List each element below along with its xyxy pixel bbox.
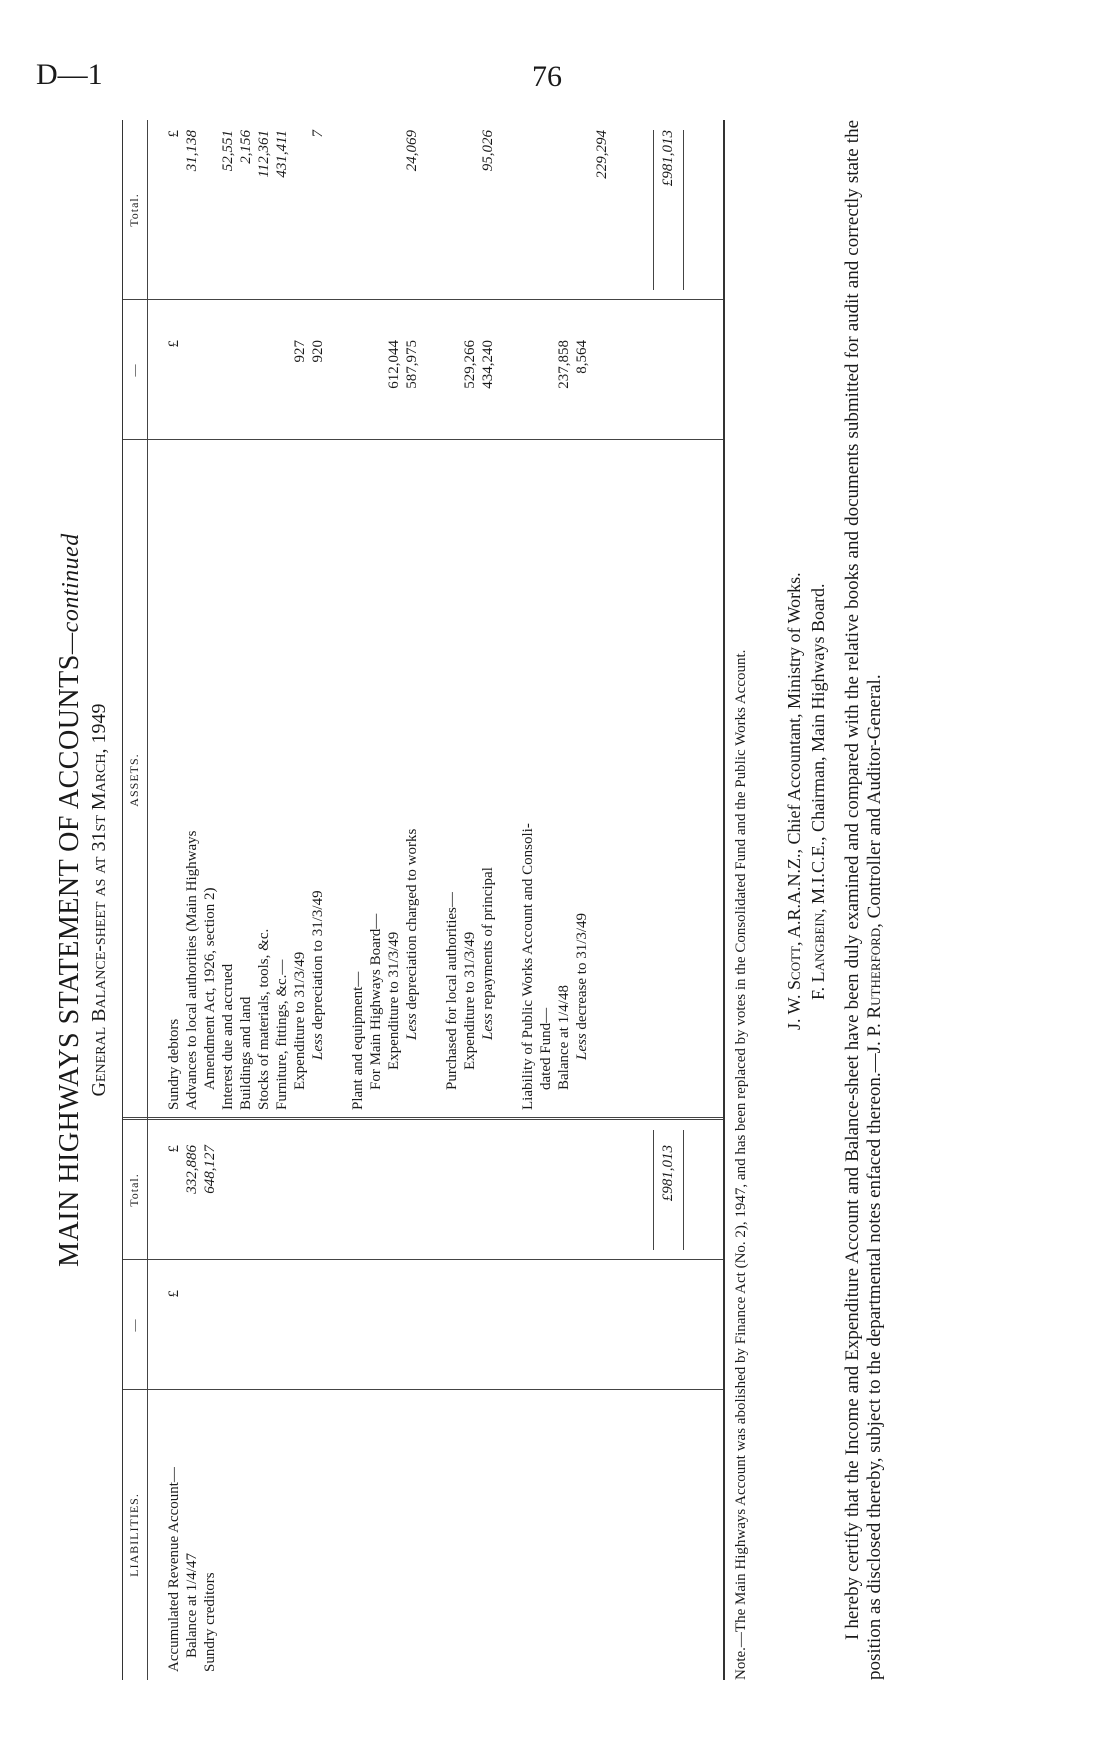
col-divider (123, 1259, 723, 1260)
signature-accountant: J. W. Scott, A.R.A.N.Z., Chief Accountant, Ministry of Works. (784, 572, 804, 1030)
asset-label: Expenditure to 31/3/49 (462, 931, 478, 1070)
asset-total: 95,026 (480, 130, 496, 172)
asset-total: 52,551 (220, 130, 236, 172)
asset-label: Expenditure to 31/3/49 (292, 951, 308, 1090)
currency-symbol: £ (166, 1290, 182, 1298)
page-reference: D—1 (36, 58, 103, 91)
header-rule (147, 120, 148, 1680)
currency-symbol: £ (166, 340, 182, 348)
footnote: Note.—The Main Highways Account was abolished by Finance Act (No. 2), 1947, and has been replaced by votes in the Consolidated Fund and the Public Works Account. (733, 649, 749, 1680)
asset-label: Amendment Act, 1926, section 2) (202, 887, 218, 1090)
asset-subvalue: 529,266 (462, 340, 478, 389)
col-divider (123, 439, 723, 440)
currency-symbol: £ (166, 130, 182, 138)
asset-label: Balance at 1/4/48 (556, 985, 572, 1090)
asset-total: 112,361 (256, 130, 272, 178)
asset-total: 431,411 (274, 130, 290, 178)
dash-header: — (127, 363, 141, 377)
asset-label: Less depreciation charged to works (404, 828, 420, 1040)
asset-label: Plant and equipment— (350, 971, 366, 1110)
page-number: 76 (532, 60, 562, 93)
balance-sheet-table (122, 120, 725, 1680)
asset-label: Less repayments of principal (480, 867, 496, 1040)
asset-total: 31,138 (184, 130, 200, 172)
liability-label: Balance at 1/4/47 (184, 1553, 200, 1658)
asset-label: Furniture, fittings, &c.— (274, 959, 290, 1110)
sum-rule (683, 1130, 684, 1250)
asset-label: Purchased for local authorities— (444, 892, 460, 1090)
total-header: Total. (127, 1173, 141, 1207)
liability-label: Sundry creditors (202, 1572, 218, 1672)
total-header: Total. (127, 193, 141, 227)
asset-label: Sundry debtors (166, 1018, 182, 1110)
assets-header: ASSETS. (127, 753, 141, 807)
asset-label: Liability of Public Works Account and Consoli- (520, 823, 536, 1110)
asset-total: 229,294 (594, 130, 610, 179)
asset-subvalue: 434,240 (480, 340, 496, 389)
asset-label: Buildings and land (238, 996, 254, 1110)
asset-label: For Main Highways Board— (368, 913, 384, 1090)
asset-subvalue: 612,044 (386, 340, 402, 389)
asset-label: Expenditure to 31/3/49 (386, 931, 402, 1070)
asset-label: Advances to local authorities (Main Highways (184, 830, 200, 1110)
liability-label: Accumulated Revenue Account— (166, 1467, 182, 1672)
asset-label: dated Fund— (538, 1007, 554, 1090)
liabilities-header: LIABILITIES. (127, 1493, 141, 1577)
dash-header: — (127, 1318, 141, 1332)
sum-rule (653, 130, 654, 290)
col-divider-double (123, 1117, 723, 1120)
asset-subvalue: 587,975 (404, 340, 420, 389)
asset-total: 7 (310, 130, 326, 138)
col-divider (123, 299, 723, 300)
asset-total: 24,069 (404, 130, 420, 172)
asset-total: 2,156 (238, 130, 254, 164)
page-title: MAIN HIGHWAYS STATEMENT OF ACCOUNTS—continued (54, 533, 85, 1267)
signature-chairman: F. Langbein, M.I.C.E., Chairman, Main Highways Board. (808, 583, 828, 1000)
liabilities-grand-total: £981,013 (660, 1145, 676, 1202)
rotated-page-content (52, 100, 885, 1700)
assets-grand-total: £981,013 (660, 130, 676, 187)
asset-label: Stocks of materials, tools, &c. (256, 928, 272, 1110)
asset-subvalue: 927 (292, 340, 308, 363)
audit-certificate: I hereby certify that the Income and Expenditure Account and Balance-sheet have been duly examined and compared with the relative books and documents submitted for audit and correctly state the position as disclosed thereby, subject to the departmental notes enfaced thereon.—J. P. Rutherford, Controller and Auditor-General. (842, 120, 885, 1680)
asset-label: Less depreciation to 31/3/49 (310, 890, 326, 1060)
liability-value: 648,127 (202, 1145, 218, 1194)
sum-rule (653, 1130, 654, 1250)
asset-label: Less decrease to 31/3/49 (574, 912, 590, 1060)
currency-symbol: £ (166, 1145, 182, 1153)
asset-label: Interest due and accrued (220, 963, 236, 1110)
col-divider (123, 1389, 723, 1390)
asset-subvalue: 8,564 (574, 340, 590, 374)
asset-subvalue: 920 (310, 340, 326, 363)
sum-rule (683, 130, 684, 290)
page-subtitle: General Balance-sheet as at 31st March, 1949 (88, 703, 110, 1097)
liability-value: 332,886 (184, 1145, 200, 1194)
asset-subvalue: 237,858 (556, 340, 572, 389)
